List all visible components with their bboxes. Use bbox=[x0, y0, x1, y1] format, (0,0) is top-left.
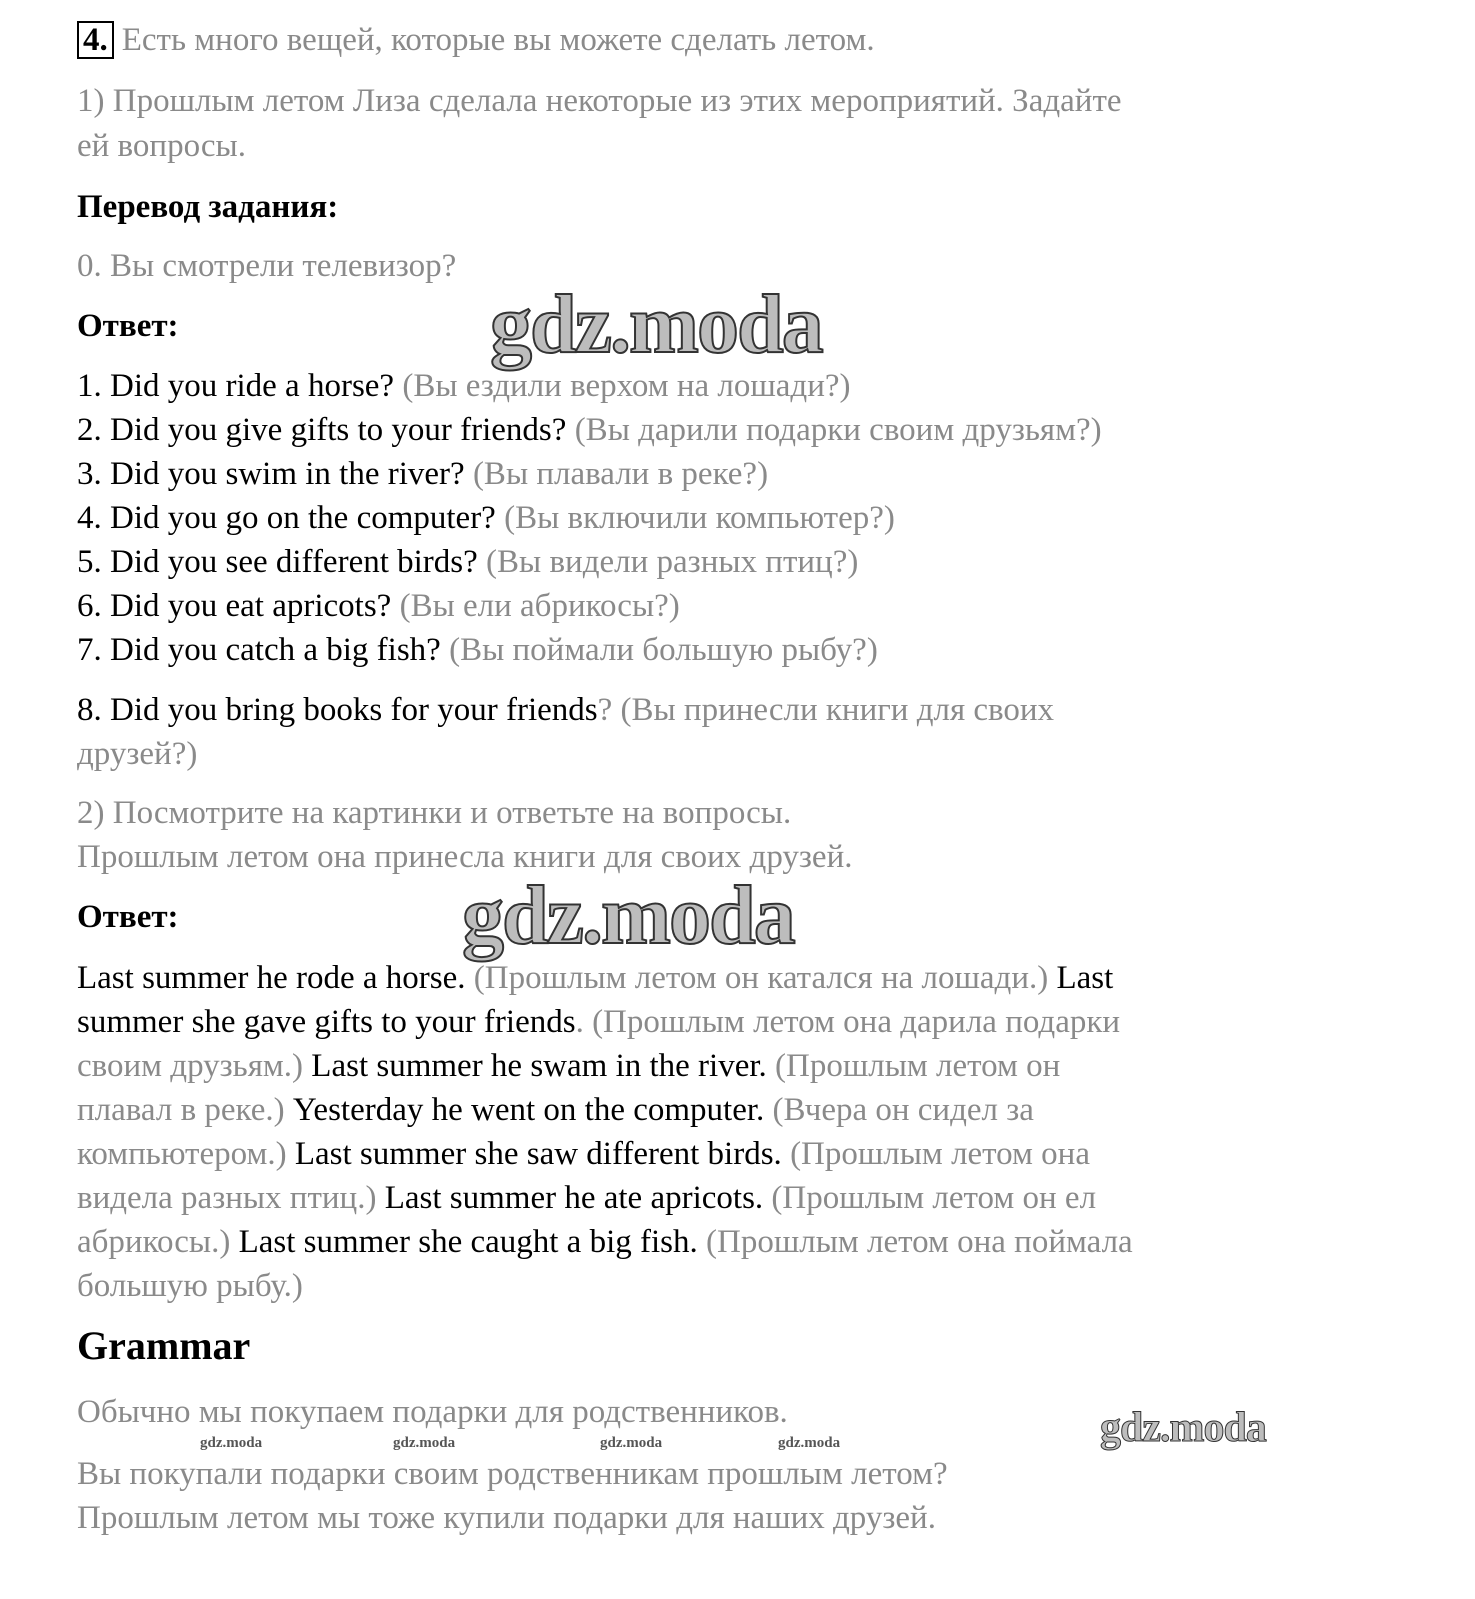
question-en: 1. Did you ride a horse? bbox=[77, 368, 403, 404]
answer-en: Yesterday he went on the computer. bbox=[292, 1092, 773, 1128]
watermark-logo: gdz.moda bbox=[462, 869, 794, 962]
answer-ru: (Прошлым летом она bbox=[790, 1136, 1090, 1172]
question-ru: (Вы ели абрикосы?) bbox=[399, 588, 680, 624]
answer-ru: (Вчера он сидел за bbox=[772, 1092, 1034, 1128]
question-ru: (Вы поймали большую рыбу?) bbox=[449, 632, 878, 668]
list-item bbox=[77, 410, 1102, 450]
list-item bbox=[77, 690, 1054, 730]
grammar-line: Прошлым летом мы тоже купили подарки для наших друзей. bbox=[77, 1500, 936, 1536]
answer-ru: абрикосы.) bbox=[77, 1224, 239, 1260]
answer-paragraph-line bbox=[77, 1266, 303, 1306]
answer-ru: своим друзьям.) bbox=[77, 1048, 312, 1084]
question-ru: (Вы видели разных птиц?) bbox=[486, 544, 859, 580]
question-en: 3. Did you swim in the river? bbox=[77, 456, 473, 492]
watermark-logo: gdz.moda bbox=[1100, 1405, 1266, 1451]
answer-ru: большую рыбу.) bbox=[77, 1268, 303, 1304]
task2-line: Прошлым летом она принесла книги для своих друзей. bbox=[77, 839, 853, 875]
answer-paragraph-line bbox=[77, 1090, 1034, 1130]
answer-en: Last summer he swam in the river. bbox=[311, 1048, 776, 1084]
translation-heading: Перевод задания: bbox=[77, 189, 339, 225]
list-item bbox=[77, 454, 768, 494]
answer-ru: плавал в реке.) bbox=[77, 1092, 293, 1128]
watermark-logo: gdz.moda bbox=[490, 278, 822, 371]
answer-ru: . (Прошлым летом она дарила подарки bbox=[575, 1004, 1121, 1040]
answer-en: Last summer she caught a big fish. bbox=[238, 1224, 706, 1260]
question-ru: (Вы ездили верхом на лошади?) bbox=[402, 368, 851, 404]
list-item bbox=[77, 366, 851, 406]
question-ru: друзей?) bbox=[77, 736, 198, 772]
exercise-header bbox=[77, 20, 875, 60]
task1-line: ей вопросы. bbox=[77, 128, 246, 164]
task1-line: 1) Прошлым летом Лиза сделала некоторые из этих мероприятий. Задайте bbox=[77, 83, 1122, 119]
answer-ru: (Прошлым летом он ел bbox=[771, 1180, 1097, 1216]
answer-ru: компьютером.) bbox=[77, 1136, 295, 1172]
watermark-small: gdz.moda bbox=[200, 1435, 263, 1451]
watermark-small: gdz.moda bbox=[393, 1435, 456, 1451]
answer-ru: (Прошлым летом она поймала bbox=[706, 1224, 1133, 1260]
answer-ru: видела разных птиц.) bbox=[77, 1180, 385, 1216]
watermark-small: gdz.moda bbox=[778, 1435, 841, 1451]
question-en: 6. Did you eat apricots? bbox=[77, 588, 400, 624]
answer-paragraph-line bbox=[77, 1178, 1096, 1218]
answer-en: Last summer he rode a horse. bbox=[77, 960, 474, 996]
answer-paragraph-line bbox=[77, 1222, 1133, 1262]
answer-heading: Ответ: bbox=[77, 899, 179, 935]
list-item bbox=[77, 498, 895, 538]
exercise-number: 4. bbox=[77, 21, 114, 59]
question-en: 8. Did you bring books for your friends bbox=[77, 692, 598, 728]
answer-paragraph-line bbox=[77, 1134, 1090, 1174]
list-item bbox=[77, 542, 858, 582]
question-en: 7. Did you catch a big fish? bbox=[77, 632, 450, 668]
answer-paragraph-line bbox=[77, 1046, 1060, 1086]
question-en: 2. Did you give gifts to your friends? bbox=[77, 412, 575, 448]
answer-en: Last summer she saw different birds. bbox=[294, 1136, 791, 1172]
list-item bbox=[77, 630, 878, 670]
question-ru: (Вы дарили подарки своим друзьям?) bbox=[574, 412, 1102, 448]
answer-en: Last summer he ate apricots. bbox=[384, 1180, 772, 1216]
answer-ru: (Прошлым летом он катался на лошади.) bbox=[473, 960, 1057, 996]
list-item bbox=[77, 586, 680, 626]
answer-heading: Ответ: bbox=[77, 308, 179, 344]
question-en: 4. Did you go on the computer? bbox=[77, 500, 505, 536]
task2-line: 2) Посмотрите на картинки и ответьте на вопросы. bbox=[77, 795, 792, 831]
answer-paragraph-line bbox=[77, 1002, 1120, 1042]
example-line: 0. Вы смотрели телевизор? bbox=[77, 248, 457, 284]
answer-en: Last bbox=[1056, 960, 1114, 996]
grammar-line: Обычно мы покупаем подарки для родственников. bbox=[77, 1394, 788, 1430]
answer-paragraph-line bbox=[77, 958, 1113, 998]
question-ru: (Вы плавали в реке?) bbox=[472, 456, 769, 492]
question-en: 5. Did you see different birds? bbox=[77, 544, 487, 580]
question-ru: ? (Вы принесли книги для своих bbox=[597, 692, 1055, 728]
answer-en: summer she gave gifts to your friends bbox=[77, 1004, 576, 1040]
watermark-small: gdz.moda bbox=[600, 1435, 663, 1451]
exercise-title: Есть много вещей, которые вы можете сделать летом. bbox=[121, 22, 875, 58]
question-ru: (Вы включили компьютер?) bbox=[504, 500, 895, 536]
grammar-heading: Grammar bbox=[77, 1323, 251, 1368]
grammar-line: Вы покупали подарки своим родственникам прошлым летом? bbox=[77, 1456, 948, 1492]
answer-ru: (Прошлым летом он bbox=[775, 1048, 1061, 1084]
